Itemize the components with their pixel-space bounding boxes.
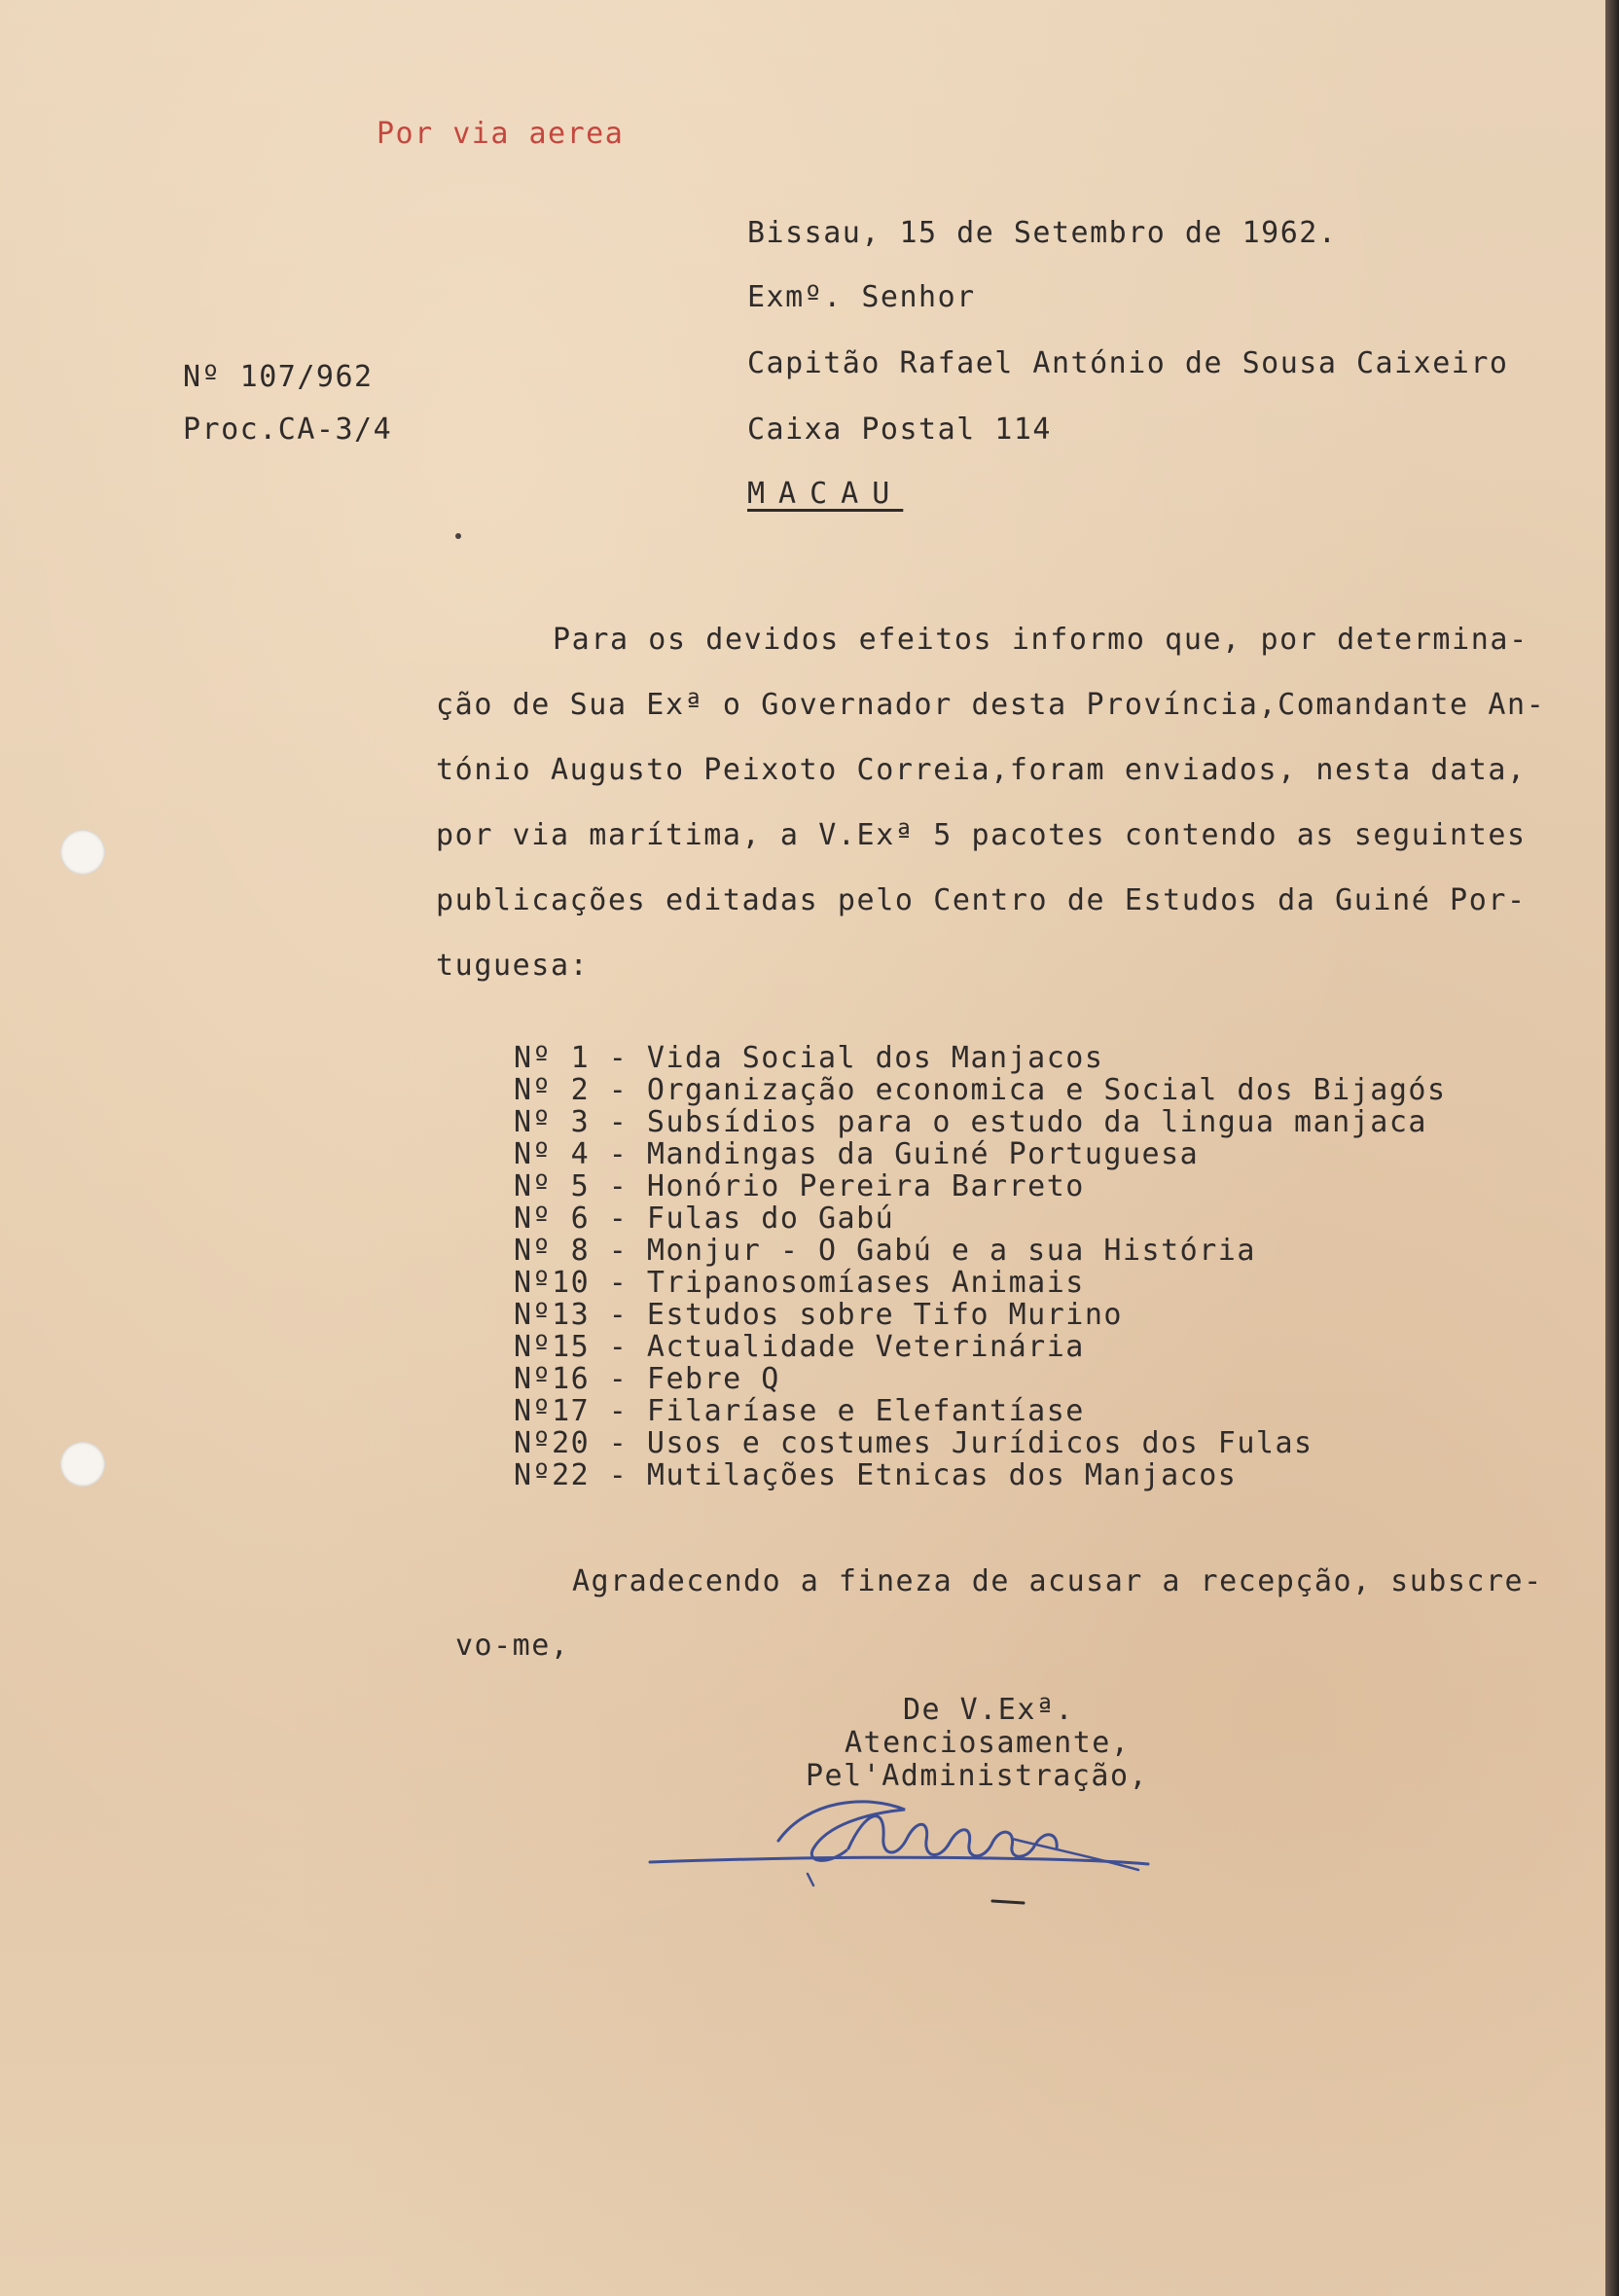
punch-hole xyxy=(60,1442,105,1487)
reference-process: Proc.CA-3/4 xyxy=(183,413,393,447)
publication-item: Nº17 - Filaríase e Elefantíase xyxy=(514,1394,1085,1428)
signoff-line: De V.Exª. xyxy=(903,1693,1075,1727)
recipient-name: Capitão Rafael António de Sousa Caixeiro xyxy=(747,346,1509,380)
body-line: Para os devidos efeitos informo que, por determina- xyxy=(553,623,1529,657)
publication-item: Nº15 - Actualidade Veterinária xyxy=(514,1330,1085,1364)
publication-item: Nº 1 - Vida Social dos Manjacos xyxy=(514,1041,1104,1075)
body-line: por via marítima, a V.Exª 5 pacotes contendo as seguintes xyxy=(436,818,1527,852)
publication-item: Nº 2 - Organização economica e Social dos Bijagós xyxy=(514,1073,1447,1107)
signoff-line: Pel'Administração, xyxy=(806,1759,1149,1793)
body-line: publicações editadas pelo Centro de Estudos da Guiné Por- xyxy=(436,883,1527,917)
recipient-address: Caixa Postal 114 xyxy=(747,413,1052,447)
publication-item: Nº10 - Tripanosomíases Animais xyxy=(514,1266,1085,1300)
body-line: ção de Sua Exª o Governador desta Província,Comandante An- xyxy=(436,688,1546,722)
publication-item: Nº20 - Usos e costumes Jurídicos dos Fulas xyxy=(514,1426,1313,1460)
closing-line: Agradecendo a fineza de acusar a recepção, subscre- xyxy=(572,1564,1543,1598)
airmail-note: Por via aerea xyxy=(377,117,625,151)
publication-item: Nº 4 - Mandingas da Guiné Portuguesa xyxy=(514,1137,1200,1171)
publication-item: Nº 6 - Fulas do Gabú xyxy=(514,1202,895,1236)
publication-item: Nº22 - Mutilações Etnicas dos Manjacos xyxy=(514,1458,1238,1492)
publication-item: Nº 3 - Subsídios para o estudo da lingua manjaca xyxy=(514,1105,1427,1139)
salutation: Exmº. Senhor xyxy=(747,280,976,314)
body-line: tónio Augusto Peixoto Correia,foram enviados, nesta data, xyxy=(436,753,1527,787)
letter-date: Bissau, 15 de Setembro de 1962. xyxy=(747,216,1338,250)
publication-item: Nº 8 - Monjur - O Gabú e a sua História xyxy=(514,1234,1256,1268)
publication-item: Nº16 - Febre Q xyxy=(514,1362,780,1396)
publication-item: Nº 5 - Honório Pereira Barreto xyxy=(514,1169,1085,1203)
ink-speck xyxy=(455,533,461,539)
recipient-city: MACAU xyxy=(747,477,904,511)
scan-edge xyxy=(1605,0,1619,2296)
reference-number: Nº 107/962 xyxy=(183,360,374,394)
handwritten-signature xyxy=(642,1780,1226,1907)
signoff-line: Atenciosamente, xyxy=(845,1726,1131,1760)
closing-line: vo-me, xyxy=(455,1629,570,1663)
publication-item: Nº13 - Estudos sobre Tifo Murino xyxy=(514,1298,1123,1332)
punch-hole xyxy=(60,830,105,875)
body-line: tuguesa: xyxy=(436,949,590,983)
